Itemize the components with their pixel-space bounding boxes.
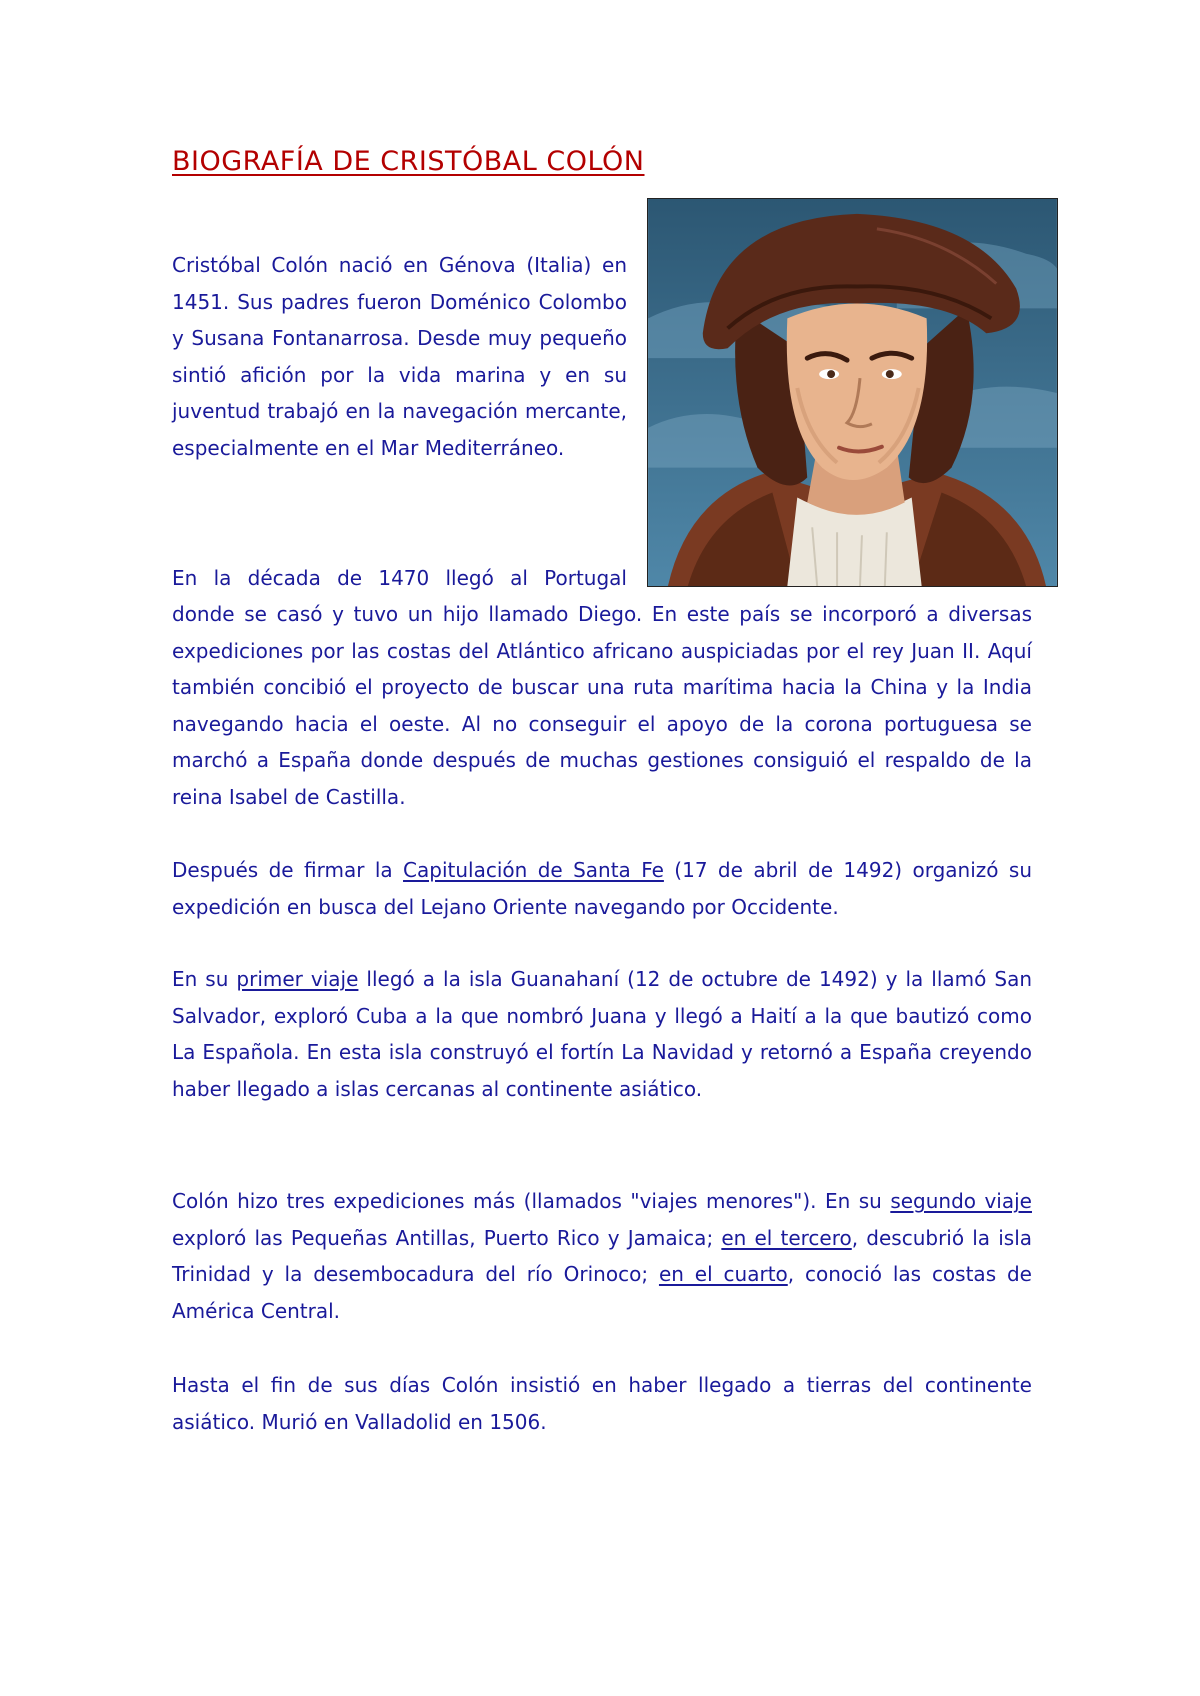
document-title: BIOGRAFÍA DE CRISTÓBAL COLÓN <box>172 146 645 177</box>
p4-text-before: En su <box>172 967 237 991</box>
p3-text-after: (17 de abril de 1492) organizó su expedición en busca del Lejano Oriente navegando por Occidente. <box>172 858 1032 919</box>
paragraph-capitulacion <box>172 852 1032 925</box>
p5-text-1: Colón hizo tres expediciones más (llamados "viajes menores"). En su <box>172 1189 891 1213</box>
link-tercer-viaje[interactable]: en el tercero <box>721 1225 852 1250</box>
paragraph-first-voyage <box>172 961 1032 1107</box>
link-capitulacion-santa-fe[interactable]: Capitulación de Santa Fe <box>403 858 664 882</box>
paragraph-birth: Cristóbal Colón nació en Génova (Italia) en 1451. Sus padres fueron Doménico Colombo y Susana Fontanarrosa. Desde muy pequeño sintió afición por la vida marina y en su juventud trabajó en la navegación mercante, especialmente en el Mar Mediterráneo. <box>172 253 627 460</box>
p5-text-3: , descubrió la isla Trinidad y la desembocadura del río Orinoco; <box>172 1225 1033 1286</box>
columbus-portrait-image <box>647 198 1058 587</box>
p5-text-4: , conoció las costas de América Central. <box>172 1262 1032 1323</box>
link-cuarto-viaje[interactable]: en el cuarto <box>658 1262 788 1286</box>
paragraph-death: Hasta el fin de sus días Colón insistió en haber llegado a tierras del continente asiático. Murió en Valladolid en 1506. <box>172 1373 1032 1434</box>
p3-text-before: Después de firmar la <box>172 858 404 882</box>
paragraph-minor-voyages <box>172 1183 1032 1329</box>
p5-text-2: exploró las Pequeñas Antillas, Puerto Rico y Jamaica; <box>172 1225 722 1250</box>
paragraph-portugal-first-line: En la década de 1470 llegó al Portugal <box>172 566 627 590</box>
p4-text-after: llegó a la isla Guanahaní (12 de octubre de 1492) y la llamó San Salvador, exploró Cuba a la que nombró Juana y llegó a Haití a la que bautizó como La Española. En esta isla construyó el fortín La Navidad y retornó a España creyendo haber llegado a islas cercanas al continente asiático. <box>172 967 1033 1101</box>
portrait-illustration <box>648 199 1057 586</box>
link-primer-viaje[interactable]: primer viaje <box>236 967 359 991</box>
link-segundo-viaje[interactable]: segundo viaje <box>890 1189 1032 1213</box>
paragraph-portugal: donde se casó y tuvo un hijo llamado Diego. En este país se incorporó a diversas expediciones por las costas del Atlántico africano auspiciadas por el rey Juan II. Aquí también concibió el proyecto de buscar una ruta marítima hacia la China y la India navegando hacia el oeste. Al no conseguir el apoyo de la corona portuguesa se marchó a España donde después de muchas gestiones consiguió el respaldo de la reina Isabel de Castilla. <box>172 602 1032 809</box>
